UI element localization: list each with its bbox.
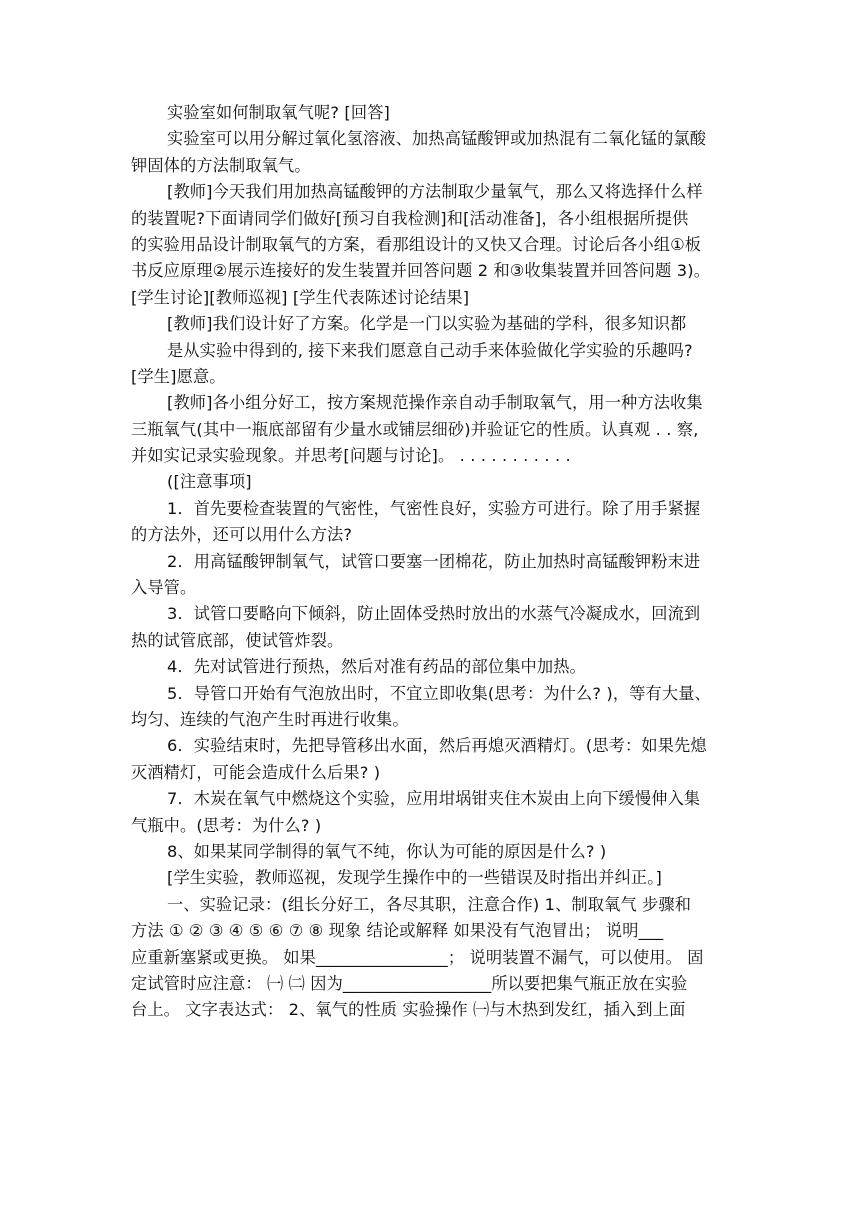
document-body — [131, 100, 731, 1024]
text-line: 的装置呢?下面请同学们做好[预习自我检测]和[活动准备]，各小组根据所提供 — [131, 208, 689, 228]
text-line: 台上。 文字表达式： 2、氧气的性质 实验操作 ㈠与木热到发红，插入到上面 — [131, 1000, 686, 1020]
text-line: [教师]今天我们用加热高锰酸钾的方法制取少量氧气，那么又将选择什么样 — [167, 182, 703, 202]
text-line: 8、如果某同学制得的氧气不纯，你认为可能的原因是什么? ) — [167, 841, 607, 861]
text-line: 定试管时应注意： ㈠ ㈡ 因为__________________所以要把集气瓶正放在实验 — [131, 973, 688, 993]
text-line: [学生实验，教师巡视，发现学生操作中的一些错误及时指出并纠正。] — [167, 868, 662, 888]
text-line: 实验室可以用分解过氧化氢溶液、加热高锰酸钾或加热混有二氧化锰的氯酸 — [167, 129, 707, 149]
text-line: 钾固体的方法制取氧气。 — [131, 155, 311, 175]
text-line: 的方法外，还可以用什么方法? — [131, 525, 353, 545]
text-line: [教师]我们设计好了方案。化学是一门以实验为基础的学科，很多知识都 — [167, 314, 687, 334]
text-line: 灭酒精灯，可能会造成什么后果? ) — [131, 762, 381, 782]
text-line: 2．用高锰酸钾制氧气，试管口要塞一团棉花，防止加热时高锰酸钾粉末进 — [167, 551, 701, 571]
text-line: 一、实验记录：(组长分好工，各尽其职，注意合作) 1、制取氧气 步骤和 — [167, 894, 692, 914]
text-line: [学生]愿意。 — [131, 366, 226, 386]
text-line: 应重新塞紧或更换。 如果________________； 说明装置不漏气，可以使用。 固 — [131, 947, 704, 967]
text-line: 6．实验结束时，先把导管移出水面，然后再熄灭酒精灯。(思考：如果先熄 — [167, 736, 707, 756]
text-line: 热的试管底部，使试管炸裂。 — [131, 630, 344, 650]
text-line: 4．先对试管进行预热，然后对准有药品的部位集中加热。 — [167, 657, 586, 677]
text-line: 书反应原理②展示连接好的发生装置并回答问题 2 和③收集装置并回答问题 3)。 — [131, 261, 711, 281]
text-line: 实验室如何制取氧气呢? [回答] — [167, 103, 391, 122]
text-line: 并如实记录实验现象。并思考[问题与讨论]。 . . . . . . . . . . . — [131, 446, 571, 466]
text-line: [学生讨论][教师巡视] [学生代表陈述讨论结果] — [131, 287, 470, 307]
text-line: 气瓶中。(思考：为什么? ) — [131, 815, 322, 835]
text-line: 入导管。 — [131, 578, 197, 598]
text-line: ([注意事项] — [167, 472, 252, 492]
text-line: [教师]各小组分好工，按方案规范操作亲自动手制取氧气，用一种方法收集 — [167, 393, 703, 413]
text-line: 5．导管口开始有气泡放出时，不宜立即收集(思考：为什么? )，等有大量、 — [167, 683, 711, 703]
text-line: 是从实验中得到的, 接下来我们愿意自己动手来体验做化学实验的乐趣吗? — [167, 340, 693, 360]
text-line: 三瓶氧气(其中一瓶底部留有少量水或铺层细砂)并验证它的性质。认真观 . . 察, — [131, 419, 699, 439]
text-line: 1．首先要检查装置的气密性，气密性良好，实验方可进行。除了用手紧握 — [167, 498, 701, 518]
text-line: 均匀、连续的气泡产生时再进行收集。 — [131, 709, 409, 729]
text-line: 的实验用品设计制取氧气的方案，看那组设计的又快又合理。讨论后各小组①板 — [131, 234, 702, 254]
text-line: 方法 ① ② ③ ④ ⑤ ⑥ ⑦ ⑧ 现象 结论或解释 如果没有气泡冒出； 说明___ — [131, 921, 664, 941]
text-line: 3．试管口要略向下倾斜，防止固体受热时放出的水蒸气冷凝成水，回流到 — [167, 604, 701, 624]
text-line: 7．木炭在氧气中燃烧这个实验，应用坩埚钳夹住木炭由上向下缓慢伸入集 — [167, 789, 701, 809]
